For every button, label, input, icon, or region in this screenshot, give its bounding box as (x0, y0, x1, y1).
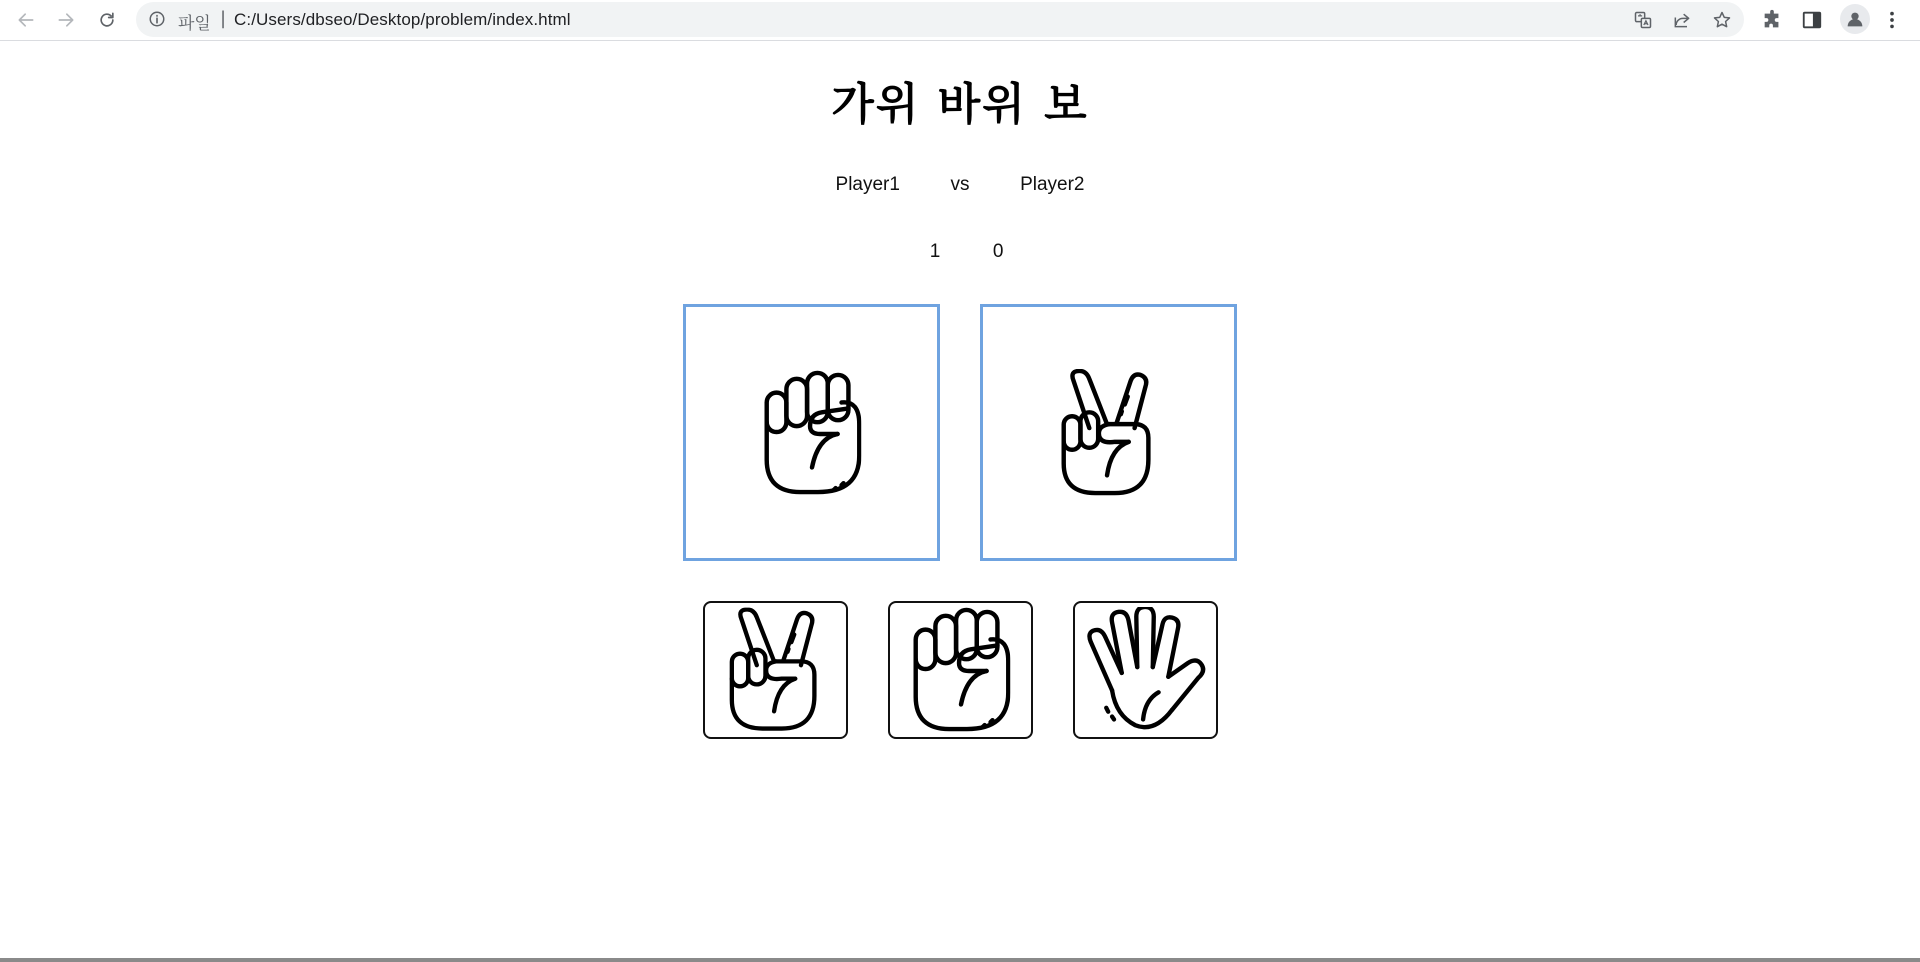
window-bottom-border (0, 958, 1920, 962)
address-bar[interactable] (136, 2, 1744, 37)
star-icon[interactable] (1711, 9, 1733, 31)
rock-hand-icon (748, 369, 876, 497)
scheme-label: 파일 (178, 14, 211, 34)
scores-row (0, 241, 1920, 263)
paper-button[interactable] (1073, 601, 1218, 739)
player2-score: 0 (992, 241, 1004, 262)
share-icon[interactable] (1671, 9, 1693, 31)
translate-icon[interactable] (1632, 9, 1654, 31)
info-icon[interactable] (148, 10, 166, 28)
profile-icon[interactable] (1840, 4, 1870, 34)
browser-toolbar (0, 0, 1920, 41)
back-arrow-icon[interactable] (12, 6, 40, 34)
reload-icon[interactable] (93, 6, 121, 34)
rock-hand-icon (909, 606, 1013, 734)
vs-label: vs (950, 174, 970, 195)
player1-label: Player1 (835, 174, 900, 195)
player2-choice-panel (980, 304, 1237, 561)
kebab-menu-icon[interactable] (1880, 8, 1904, 32)
rock-button[interactable] (888, 601, 1033, 739)
scissors-hand-icon (728, 607, 824, 733)
puzzle-icon[interactable] (1760, 8, 1784, 32)
players-row (0, 174, 1920, 196)
scissors-button[interactable] (703, 601, 848, 739)
url-text[interactable]: C:/Users/dbseo/Desktop/problem/index.html (234, 10, 571, 29)
player2-label: Player2 (1020, 174, 1085, 195)
scheme-separator: | (220, 8, 227, 29)
player1-score: 1 (929, 241, 941, 262)
paper-hand-icon (1082, 607, 1210, 733)
scissors-hand-icon (1045, 369, 1173, 497)
player1-choice-panel (683, 304, 940, 561)
page-title: 가위 바위 보 (831, 79, 1089, 130)
forward-arrow-icon[interactable] (52, 6, 80, 34)
side-panel-icon[interactable] (1800, 8, 1824, 32)
